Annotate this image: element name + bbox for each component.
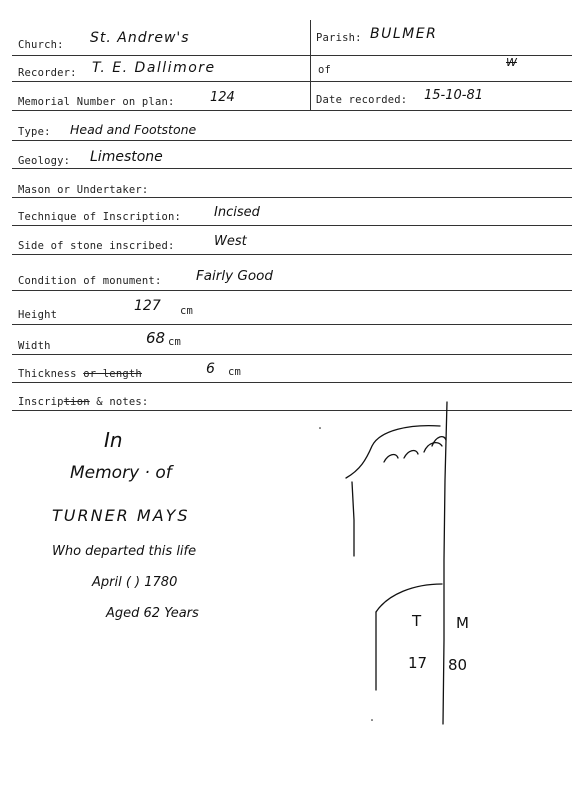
inscription-label-a: Inscrip bbox=[18, 396, 64, 408]
thickness-value: 6 bbox=[206, 361, 215, 377]
date-recorded-label: Date recorded: bbox=[316, 94, 408, 106]
height-value: 127 bbox=[134, 298, 161, 314]
sketch-carving-4 bbox=[432, 437, 446, 446]
footstone-initial-m: M bbox=[456, 614, 469, 632]
geology-label: Geology: bbox=[18, 155, 71, 167]
of-label: of bbox=[318, 64, 332, 76]
recorder-label: Recorder: bbox=[18, 67, 77, 79]
memorial-number-label: Memorial Number on plan: bbox=[18, 96, 175, 108]
height-unit: cm bbox=[180, 305, 194, 317]
technique-value: Incised bbox=[214, 205, 260, 220]
type-value: Head and Footstone bbox=[70, 122, 197, 137]
sketch-edge-line bbox=[443, 402, 447, 724]
inscription-line-6: Aged 62 Years bbox=[106, 606, 199, 621]
inscription-line-3: TURNER MAYS bbox=[52, 506, 190, 525]
parish-label: Parish: bbox=[316, 32, 362, 44]
inscription-line-4: Who departed this life bbox=[52, 544, 197, 559]
width-value: 68 bbox=[146, 329, 166, 347]
sketch-carving-2 bbox=[404, 451, 418, 458]
condition-label: Condition of monument: bbox=[18, 275, 162, 287]
sketch-footstone-top bbox=[376, 584, 442, 612]
thickness-label-struck: or length bbox=[83, 368, 142, 380]
inscription-label-b: & notes: bbox=[89, 396, 149, 408]
side-value: West bbox=[214, 234, 247, 249]
type-label: Type: bbox=[18, 126, 51, 138]
width-label: Width bbox=[18, 340, 51, 352]
inscription-line-2: Memory · of bbox=[70, 463, 172, 483]
footstone-initial-t: T bbox=[412, 612, 422, 630]
side-label: Side of stone inscribed: bbox=[18, 240, 175, 252]
footstone-year-b: 80 bbox=[448, 656, 468, 674]
memorial-number-value: 124 bbox=[210, 90, 235, 105]
mason-label: Mason or Undertaker: bbox=[18, 184, 149, 196]
inscription-line-5: April ( ) 1780 bbox=[92, 575, 178, 590]
parish-value: BULMER bbox=[370, 26, 438, 42]
footstone-year-a: 17 bbox=[408, 654, 428, 672]
thickness-unit: cm bbox=[228, 366, 242, 378]
recorder-value: T. E. Dallimore bbox=[92, 60, 216, 76]
church-value: St. Andrew's bbox=[90, 30, 190, 46]
inscription-label-struck: tion bbox=[63, 396, 90, 408]
height-label: Height bbox=[18, 309, 58, 321]
geology-value: Limestone bbox=[90, 149, 163, 165]
sketch-headstone-side bbox=[352, 482, 354, 556]
technique-label: Technique of Inscription: bbox=[18, 211, 182, 223]
church-label: Church: bbox=[18, 39, 64, 51]
thickness-label-text: Thickness bbox=[18, 368, 84, 380]
condition-value: Fairly Good bbox=[196, 268, 273, 284]
sketch-headstone-top bbox=[346, 426, 440, 478]
sketch-carving-1 bbox=[384, 455, 398, 462]
width-unit: cm bbox=[168, 336, 182, 348]
inscription-line-1: In bbox=[104, 428, 123, 452]
of-value: W bbox=[506, 56, 517, 69]
date-recorded-value: 15-10-81 bbox=[424, 88, 484, 103]
